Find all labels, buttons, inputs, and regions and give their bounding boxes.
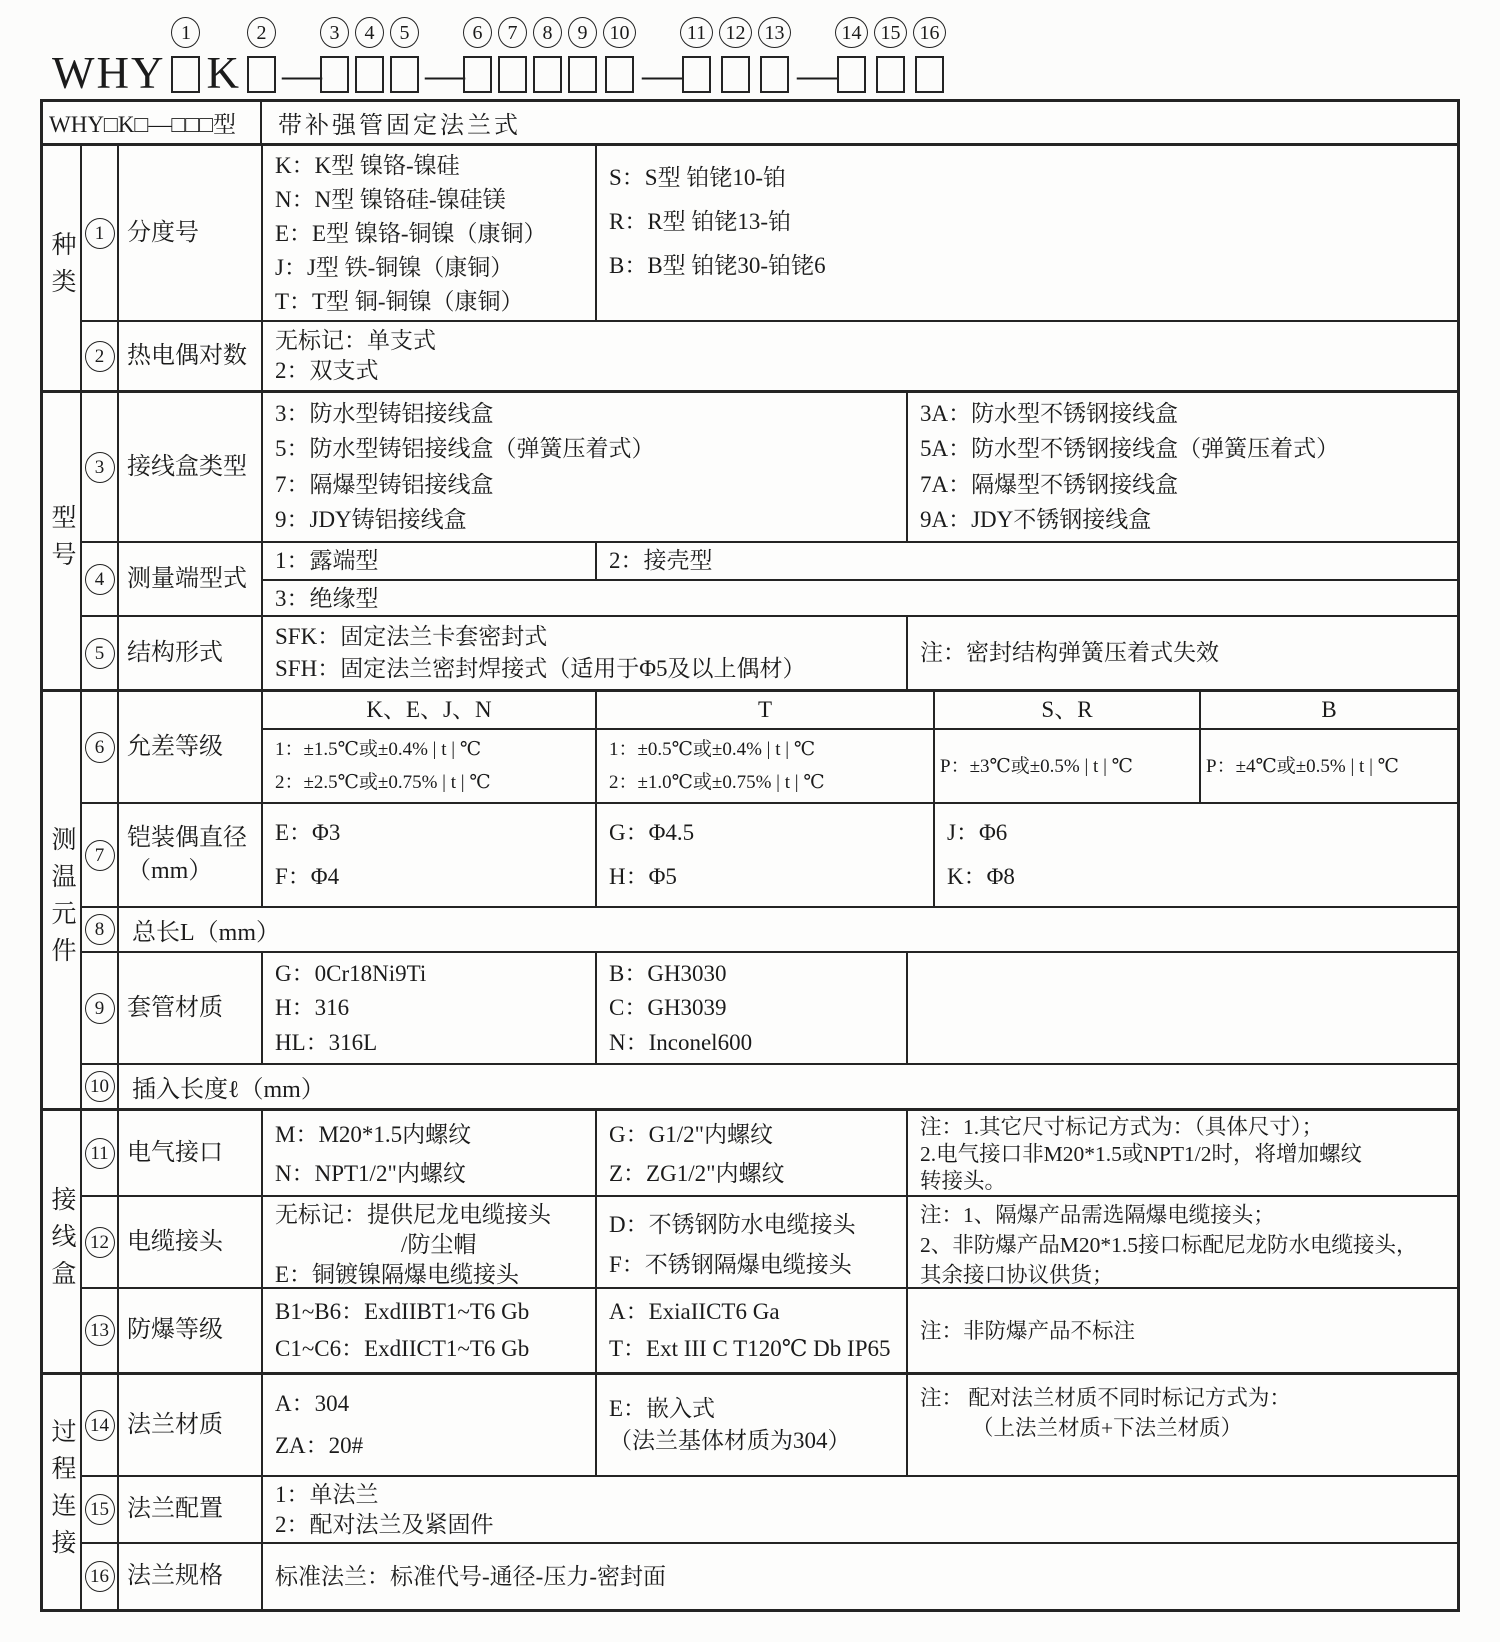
spec-line: 3：防水型铸铝接线盒 [275, 401, 494, 427]
row-10-label-span: 插入长度ℓ（mm） [132, 1077, 325, 1103]
code-box [915, 56, 944, 93]
row-label: 防爆等级 [119, 1289, 263, 1372]
spec-line: SFK：固定法兰卡套密封式 [275, 623, 548, 649]
code-box [533, 56, 562, 93]
row-8-label-span: 总长L（mm） [132, 920, 280, 946]
spec-line: P：±4℃或±0.5% | t | ℃ [1206, 755, 1399, 777]
row-12-cable-gland [82, 1195, 1457, 1287]
code-box [721, 56, 750, 93]
spec-line: F：Φ4 [275, 863, 340, 889]
spec-line: N：NPT1/2"内螺纹 [275, 1160, 466, 1186]
row-11-note [906, 1111, 1457, 1198]
row-6-col-4 [1199, 730, 1457, 802]
row-1-col-2 [595, 146, 1457, 322]
circled-number: 4 [85, 564, 115, 595]
spec-line: /防尘帽 [401, 1232, 477, 1257]
column-header: S、R [1041, 697, 1093, 722]
spec-line: J：Φ6 [947, 820, 1008, 846]
code-seg-6 [463, 17, 492, 93]
row-9-col-1 [263, 953, 595, 1063]
code-box [247, 56, 276, 93]
row-label: 法兰规格 [119, 1544, 263, 1609]
circled-number-15: 15 [874, 17, 907, 48]
spec-line: 2：双支式 [275, 358, 379, 384]
spec-line: 1：±1.5℃或±0.4% | t | ℃ [275, 739, 482, 760]
circled-number: 1 [85, 218, 115, 249]
code-seg-15 [874, 17, 907, 93]
code-seg-4 [355, 17, 384, 93]
row-6-col-3 [933, 730, 1199, 802]
row-7-col-1 [263, 804, 595, 906]
row-6-tolerance-class [82, 692, 1457, 802]
spec-line: H：Φ5 [609, 863, 677, 889]
code-seg-8 [533, 17, 562, 93]
spec-line: A：ExiaIICT6 Ga [609, 1299, 780, 1324]
code-seg-2 [247, 17, 276, 93]
code-box [463, 56, 492, 93]
code-box [876, 56, 905, 93]
spec-line: K：Φ8 [947, 863, 1015, 889]
spec-line: （法兰基体材质为304） [609, 1428, 851, 1453]
row-label: 接线盒类型 [119, 393, 263, 541]
spec-line: 3：绝缘型 [275, 586, 379, 611]
spec-line: SFH：固定法兰密封焊接式（适用于Φ5及以上偶材） [275, 656, 806, 682]
spec-line: 1：±0.5℃或±0.4% | t | ℃ [609, 739, 816, 760]
code-seg-13 [758, 17, 791, 93]
code-seg-9 [568, 17, 597, 93]
spec-line: 5：防水型铸铝接线盒（弹簧压着式） [275, 436, 655, 462]
spec-line: 2：接壳型 [609, 548, 713, 573]
circled-number-11: 11 [680, 17, 713, 48]
spec-line: E：嵌入式 [609, 1396, 716, 1421]
circled-number-5: 5 [390, 17, 419, 48]
spec-line: N：N型 镍铬硅-镍硅镁 [275, 187, 506, 212]
spec-line: 无标记：单支式 [275, 327, 436, 353]
group-label-process-connection: 过程连接 [48, 1418, 75, 1566]
row-15-flange-configuration [82, 1475, 1457, 1542]
spec-line: 标准法兰：标准代号-通径-压力-密封面 [275, 1563, 666, 1589]
spec-line: E：E型 镍铬-铜镍（康铜） [275, 221, 547, 246]
note-line: 2、非防爆产品M20*1.5接口标配尼龙防水电缆接头， [920, 1233, 1418, 1257]
spec-line: 2：±2.5℃或±0.75% | t | ℃ [275, 772, 491, 793]
code-seg-12 [719, 17, 752, 93]
spec-line: E：Φ3 [275, 820, 341, 846]
row-label: 热电偶对数 [119, 322, 263, 390]
circled-number-1: 1 [171, 17, 200, 48]
spec-line: G：Φ4.5 [609, 820, 695, 846]
spec-line: 注：密封结构弹簧压着式失效 [920, 640, 1219, 665]
model-description-cell: 带补强管固定法兰式 [278, 113, 521, 139]
spec-line: E：铜镀镍隔爆电缆接头 [275, 1262, 520, 1287]
row-7-col-2 [595, 804, 933, 906]
row-9-col-2 [595, 953, 906, 1063]
row-2-pairs [82, 320, 1457, 390]
code-seg-7 [498, 17, 527, 93]
row-15-col-1 [263, 1477, 1457, 1543]
code-prefix-seg [52, 14, 166, 98]
row-14-col-2 [595, 1375, 906, 1475]
circled-number-12: 12 [719, 17, 752, 48]
row-16-flange-specification [82, 1542, 1457, 1609]
model-code-cell: WHY□K□—□□□型 [43, 102, 262, 143]
spec-line: Z：ZG1/2"内螺纹 [609, 1160, 785, 1186]
spec-line: N：Inconel600 [609, 1029, 753, 1055]
row-6-head-kejn [263, 692, 595, 728]
row-2-col-1 [263, 322, 1457, 390]
row-7-sheath-diameter [82, 802, 1457, 906]
circled-number: 11 [85, 1138, 115, 1169]
circled-number: 13 [85, 1315, 115, 1346]
circled-number-13: 13 [758, 17, 791, 48]
group-sensing-element [43, 689, 1457, 1108]
row-label: 结构形式 [119, 617, 263, 689]
row-4-measuring-end-type [82, 541, 1457, 615]
row-9-tube-material [82, 951, 1457, 1063]
row-5-structure-form [82, 615, 1457, 689]
circled-number: 3 [85, 452, 115, 483]
spec-line: B：GH3030 [609, 960, 727, 986]
row-12-col-2 [595, 1197, 906, 1293]
row-4-col-2 [595, 543, 1457, 579]
code-box [760, 56, 789, 93]
spec-line: B：B型 铂铑30-铂铑6 [609, 253, 826, 278]
circled-number: 14 [85, 1410, 115, 1441]
group-junction-box [43, 1108, 1457, 1372]
spec-line: 7A：隔爆型不锈钢接线盒 [920, 471, 1179, 497]
row-12-col-1 [263, 1197, 595, 1293]
circled-number: 2 [85, 341, 115, 372]
row-label: 法兰配置 [119, 1477, 263, 1542]
row-16-col-1 [263, 1544, 1457, 1609]
circled-number-14: 14 [835, 17, 868, 48]
spec-line: H：316 [275, 995, 350, 1020]
group-label-sensing-element: 测温元件 [48, 826, 75, 974]
row-3-col-2 [906, 393, 1457, 541]
row-7-col-3 [933, 804, 1457, 906]
note-line: 注： 配对法兰材质不同时标记方式为： [920, 1386, 1291, 1410]
code-letter-k: K [206, 48, 241, 98]
table-header-row [43, 102, 1457, 143]
group-label-category: 种类 [48, 231, 75, 305]
spec-line: 1：单法兰 [275, 1482, 379, 1507]
row-11-col-2 [595, 1111, 906, 1198]
code-seg-14 [835, 17, 868, 93]
circled-number: 8 [85, 914, 115, 945]
model-code [52, 14, 952, 98]
circled-number: 15 [85, 1494, 115, 1525]
row-label: 套管材质 [119, 953, 263, 1063]
row-label: 电气接口 [119, 1111, 263, 1195]
circled-number-4: 4 [355, 17, 384, 48]
code-box [320, 56, 349, 93]
circled-number: 12 [85, 1227, 115, 1258]
code-box [390, 56, 419, 93]
row-6-col-1 [263, 730, 595, 802]
row-11-electrical-interface [82, 1111, 1457, 1195]
circled-number-10: 10 [603, 17, 636, 48]
code-dash: — [796, 52, 837, 97]
row-6-head-sr [933, 692, 1199, 728]
row-8-total-length [82, 906, 1457, 951]
spec-line: 2：±1.0℃或±0.75% | t | ℃ [609, 772, 825, 793]
code-dash: — [424, 52, 465, 97]
row-1-graduation [82, 146, 1457, 320]
group-label-model: 型号 [48, 504, 75, 578]
row-4-col-1 [263, 543, 595, 579]
code-seg-3 [320, 17, 349, 93]
code-seg-1 [171, 17, 200, 93]
circled-number-16: 16 [913, 17, 946, 48]
spec-table [40, 99, 1460, 1612]
spec-line: J：J型 铁-铜镍（康铜） [275, 255, 514, 280]
spec-line: M：M20*1.5内螺纹 [275, 1122, 472, 1148]
circled-number-2: 2 [247, 17, 276, 48]
row-1-col-1 [263, 146, 595, 322]
note-line: 注：1、隔爆产品需选隔爆电缆接头； [920, 1203, 1275, 1227]
circled-number: 16 [85, 1561, 115, 1592]
column-header: K、E、J、N [366, 697, 492, 722]
code-box [568, 56, 597, 93]
code-seg-5 [390, 17, 419, 93]
row-14-flange-material [82, 1375, 1457, 1475]
spec-line: HL：316L [275, 1029, 378, 1055]
spec-line: D：不锈钢防水电缆接头 [609, 1212, 856, 1237]
spec-line: ZA：20# [275, 1433, 364, 1459]
spec-line: 1：露端型 [275, 548, 379, 573]
circled-number-3: 3 [320, 17, 349, 48]
spec-line: 9：JDY铸铝接线盒 [275, 506, 467, 532]
row-13-explosion-proof-rating [82, 1287, 1457, 1372]
row-label: 分度号 [119, 146, 263, 320]
code-seg-16 [913, 17, 946, 93]
row-6-col-2 [595, 730, 933, 802]
code-box [498, 56, 527, 93]
row-4-col-3 [263, 581, 1457, 615]
row-3-col-1 [263, 393, 906, 541]
code-dash: — [281, 52, 322, 97]
row-13-col-1 [263, 1289, 595, 1372]
circled-number: 5 [85, 638, 115, 669]
row-6-head-t [595, 692, 933, 728]
code-prefix: WHY [52, 48, 166, 98]
note-line: 转接头。 [920, 1169, 1007, 1193]
row-6-head-b [1199, 692, 1457, 728]
note-line: 2.电气接口非M20*1.5或NPT1/2时，将增加螺纹 [920, 1142, 1362, 1166]
row-11-col-1 [263, 1111, 595, 1198]
spec-line: G：G1/2"内螺纹 [609, 1122, 773, 1148]
group-process-connection [43, 1372, 1457, 1609]
row-9-col-3-empty [906, 953, 1457, 1063]
spec-line: C1~C6：ExdIICT1~T6 Gb [275, 1336, 530, 1361]
code-box [837, 56, 866, 93]
note-line: 其余接口协议供货； [920, 1263, 1114, 1287]
spec-line: T：Ext III C T120℃ Db IP65 [609, 1336, 891, 1361]
code-box [171, 56, 200, 93]
circled-number-6: 6 [463, 17, 492, 48]
code-dash: — [641, 52, 682, 97]
row-3-junction-box-type [82, 393, 1457, 541]
spec-line: T：T型 铜-铜镍（康铜） [275, 289, 524, 314]
spec-line: C：GH3039 [609, 995, 727, 1020]
circled-number: 6 [85, 732, 115, 763]
spec-line: 7：隔爆型铸铝接线盒 [275, 471, 494, 497]
spec-line: 5A：防水型不锈钢接线盒（弹簧压着式） [920, 436, 1340, 462]
row-13-note [906, 1289, 1457, 1372]
row-label: 允差等级 [119, 692, 263, 802]
row-label: 铠装偶直径 （mm） [119, 804, 263, 906]
code-box [605, 56, 634, 93]
row-label: 测量端型式 [119, 543, 263, 615]
note-line: （上法兰材质+下法兰材质） [972, 1416, 1243, 1440]
spec-line: R：R型 铂铑13-铂 [609, 209, 792, 234]
circled-number: 10 [85, 1071, 115, 1102]
group-label-junction-box: 接线盒 [48, 1186, 75, 1297]
spec-line: G：0Cr18Ni9Ti [275, 960, 427, 986]
spec-line: 2：配对法兰及紧固件 [275, 1512, 494, 1537]
column-header: T [757, 697, 773, 722]
row-14-col-1 [263, 1375, 595, 1475]
spec-line: 3A：防水型不锈钢接线盒 [920, 401, 1179, 427]
spec-line: 无标记：提供尼龙电缆接头 [275, 1202, 551, 1227]
row-13-col-2 [595, 1289, 906, 1372]
row-12-note [906, 1197, 1457, 1293]
row-5-col-1 [263, 617, 906, 689]
row-14-note [906, 1375, 1457, 1475]
row-label: 法兰材质 [119, 1375, 263, 1475]
group-model [43, 390, 1457, 689]
spec-line: A：304 [275, 1390, 350, 1416]
row-10-insertion-length [82, 1063, 1457, 1108]
circled-number: 7 [85, 840, 115, 871]
row-5-col-2 [906, 617, 1457, 689]
circled-number-8: 8 [533, 17, 562, 48]
column-header: B [1321, 697, 1337, 722]
code-box [682, 56, 711, 93]
note-line: 注：非防爆产品不标注 [920, 1318, 1136, 1343]
row-label: 电缆接头 [119, 1197, 263, 1287]
spec-line: K：K型 镍铬-镍硅 [275, 153, 460, 178]
code-box [355, 56, 384, 93]
circled-number-9: 9 [568, 17, 597, 48]
spec-line: 9A：JDY不锈钢接线盒 [920, 506, 1152, 532]
spec-line: F：不锈钢隔爆电缆接头 [609, 1252, 852, 1277]
code-seg-10 [603, 17, 636, 93]
code-seg-11 [680, 17, 713, 93]
group-category [43, 143, 1457, 390]
note-line: 注：1.其它尺寸标记方式为：（具体尺寸）； [920, 1115, 1324, 1139]
spec-line: S：S型 铂铑10-铂 [609, 165, 786, 190]
spec-line: B1~B6：ExdIIBT1~T6 Gb [275, 1299, 530, 1324]
spec-line: P：±3℃或±0.5% | t | ℃ [940, 755, 1133, 777]
circled-number-7: 7 [498, 17, 527, 48]
circled-number: 9 [85, 993, 115, 1024]
